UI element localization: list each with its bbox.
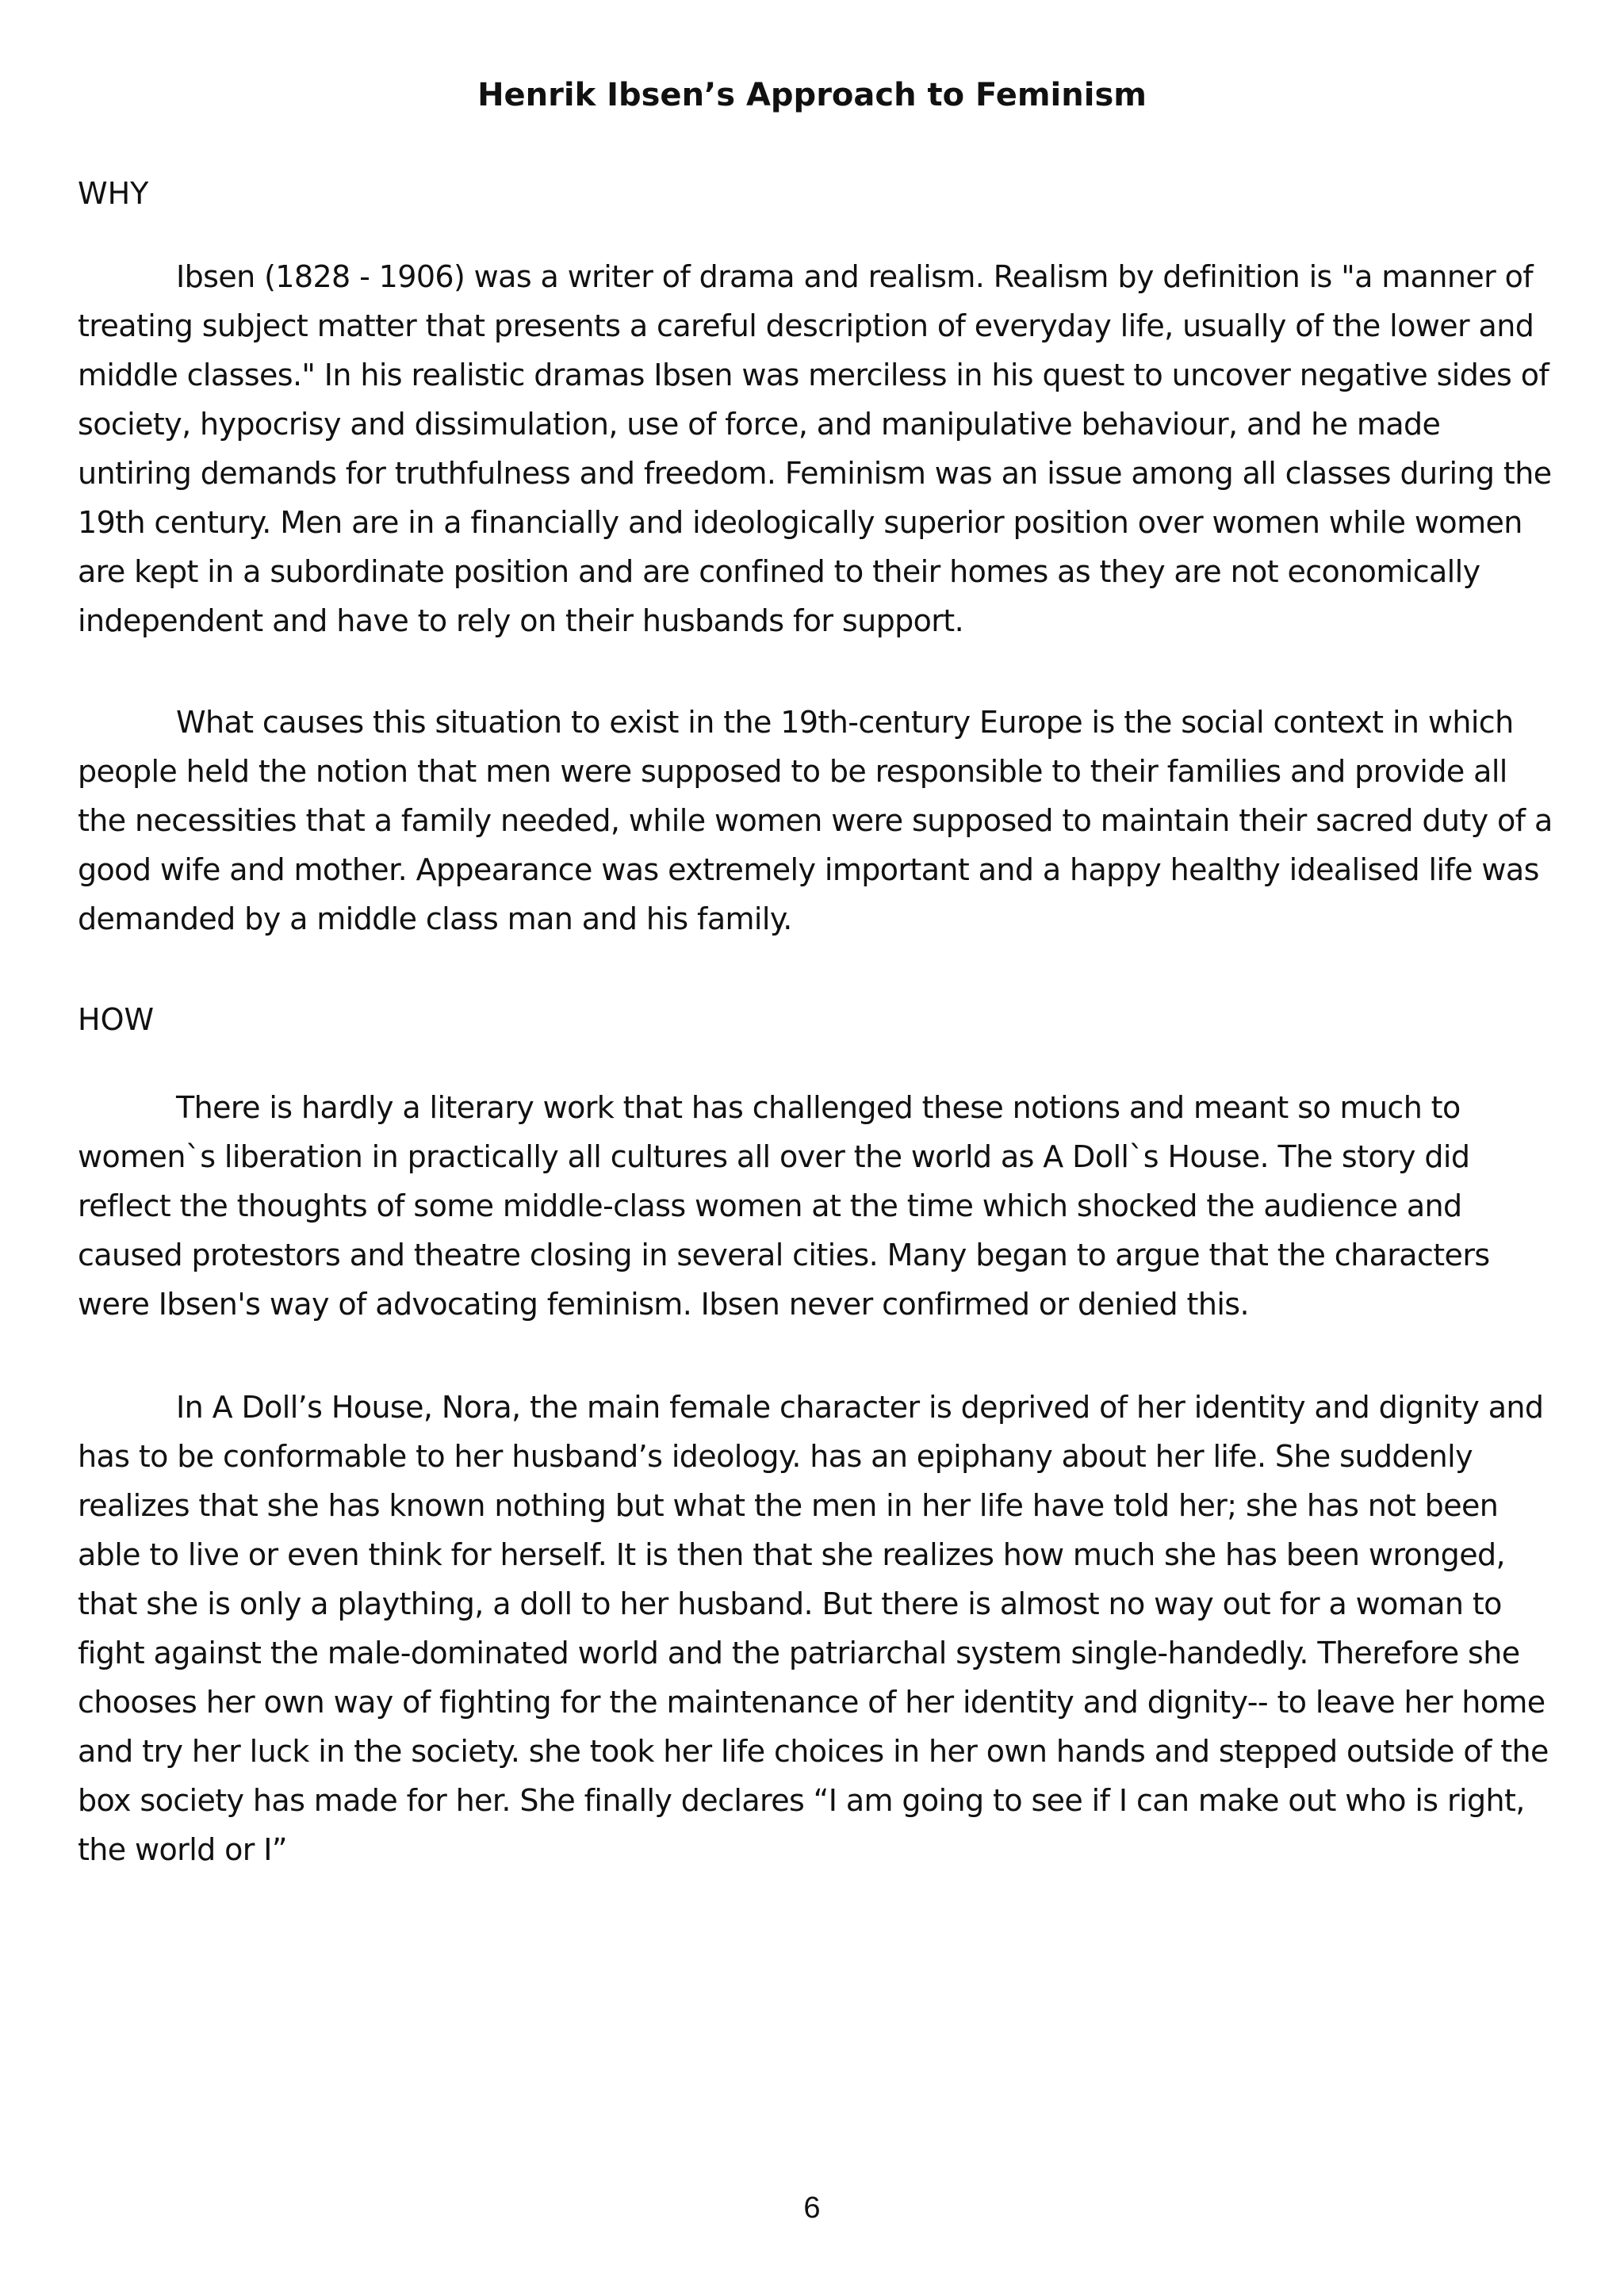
paragraph-why-2: What causes this situation to exist in the 19th-century Europe is the social context in which people held the notion that men were supposed to be responsible to their families and provide all the necessities that a family needed, while women were supposed to maintain their sacred duty of a good wife and mother. Appearance was extremely important and a happy healthy idealised life was demanded by a middle class man and his family.	[78, 705, 1553, 936]
paragraph-why-1: Ibsen (1828 - 1906) was a writer of drama and realism. Realism by definition is "a manner of treating subject matter that presents a careful description of everyday life, usually of the lower and middle classes." In his realistic dramas Ibsen was merciless in his quest to uncover negative sides of society, hypocrisy and dissimulation, use of force, and manipulative behaviour, and he made untiring demands for truthfulness and freedom. Feminism was an issue among all classes during the 19th century. Men are in a financially and ideologically superior position over women while women are kept in a subordinate position and are confined to their homes as they are not economically independent and have to rely on their husbands for support.	[78, 259, 1552, 638]
paragraph-how-2: In A Doll’s House, Nora, the main female character is deprived of her identity and dignity and has to be conformable to her husband’s ideology. has an epiphany about her life. She suddenly realizes that she has known nothing but what the men in her life have told her; she has not been able to live or even think for herself. It is then that she realizes how much she has been wronged, that she is only a plaything, a doll to her husband. But there is almost no way out for a woman to fight against the male-dominated world and the patriarchal system single-handedly. Therefore she chooses her own way of fighting for the maintenance of her identity and dignity-- to leave her home and try her luck in the society. she took her life choices in her own hands and stepped outside of the box society has made for her. She finally declares “I am going to see if I can make out who is right, the world or I”	[78, 1390, 1549, 1867]
document-title: Henrik Ibsen’s Approach to Feminism	[477, 77, 1147, 113]
paragraph-how-1: There is hardly a literary work that has challenged these notions and meant so much to women`s liberation in practically all cultures all over the world as A Doll`s House. The story did reflect the thoughts of some middle-class women at the time which shocked the audience and caused protestors and theatre closing in several cities. Many began to argue that the characters were Ibsen's way of advocating feminism. Ibsen never confirmed or denied this.	[78, 1090, 1490, 1322]
page-number: 6	[803, 2191, 821, 2225]
section-heading-how: HOW	[78, 1002, 155, 1037]
section-heading-why: WHY	[78, 176, 149, 211]
